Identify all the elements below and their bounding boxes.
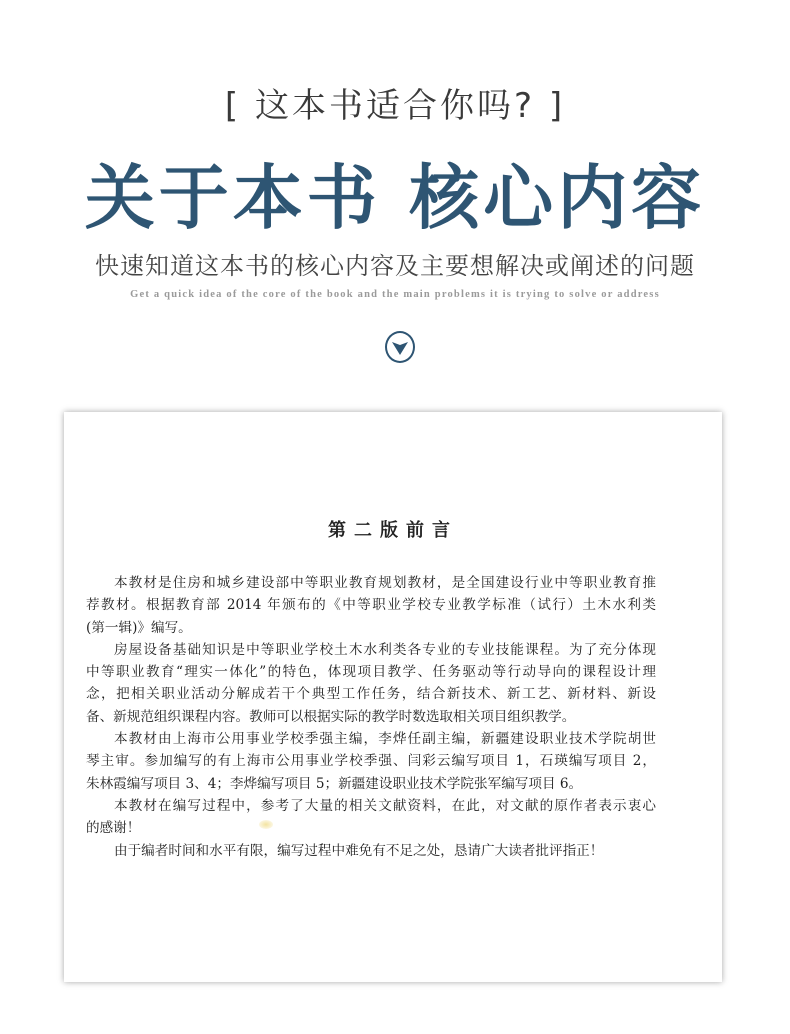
preface-line: 的感谢！ xyxy=(86,820,141,837)
preface-line: 房屋设备基础知识是中等职业学校土木水利类各专业的专业技能课程。为了充分体现 xyxy=(114,641,656,658)
page-stain xyxy=(259,820,273,829)
book-page-preface xyxy=(64,412,722,982)
preface-line: 由于编者时间和水平有限，编写过程中难免有不足之处，恳请广大读者批评指正！ xyxy=(114,842,604,859)
preface-line: (第一辑)》编写。 xyxy=(86,619,192,636)
preface-heading: 第二版前言 xyxy=(328,520,458,541)
preface-line: 本教材由上海市公用事业学校季强主编，李烨任副主编，新疆建设职业技术学院胡世 xyxy=(114,731,656,748)
preface-line: 琴主审。参加编写的有上海市公用事业学校季强、闫彩云编写项目 1，石瑛编写项目 2， xyxy=(86,753,656,770)
preface-line: 朱林霞编写项目 3、4；李烨编写项目 5；新疆建设职业技术学院张军编写项目 6。 xyxy=(86,775,583,792)
section-subtitle: 快速知道这本书的核心内容及主要想解决或阐述的问题 xyxy=(95,252,695,280)
preface-line: 念，把相关职业活动分解成若干个典型工作任务，结合新技术、新工艺、新材料、新设 xyxy=(86,686,656,703)
preface-body xyxy=(86,572,656,862)
preface-line: 荐教材。根据教育部 2014 年颁布的《中等职业学校专业教学标准（试行）土木水利类 xyxy=(86,597,656,614)
preface-line: 本教材在编写过程中，参考了大量的相关文献资料，在此，对文献的原作者表示衷心 xyxy=(114,797,656,814)
section-question: [ 这本书适合你吗? ] xyxy=(224,86,566,126)
preface-line: 备、新规范组织课程内容。教师可以根据实际的教学时数选取相关项目组织教学。 xyxy=(86,708,576,725)
chevron-down-circle-icon xyxy=(385,331,415,363)
preface-line: 中等职业教育“理实一体化”的特色，体现项目教学、任务驱动等行动导向的课程设计理 xyxy=(86,664,656,681)
section-subtitle-en: Get a quick idea of the core of the book and the main problems it is trying to solve or address xyxy=(130,289,660,300)
section-title: 关于本书 核心内容 xyxy=(84,156,706,239)
preface-line: 本教材是住房和城乡建设部中等职业教育规划教材，是全国建设行业中等职业教育推 xyxy=(114,575,656,591)
